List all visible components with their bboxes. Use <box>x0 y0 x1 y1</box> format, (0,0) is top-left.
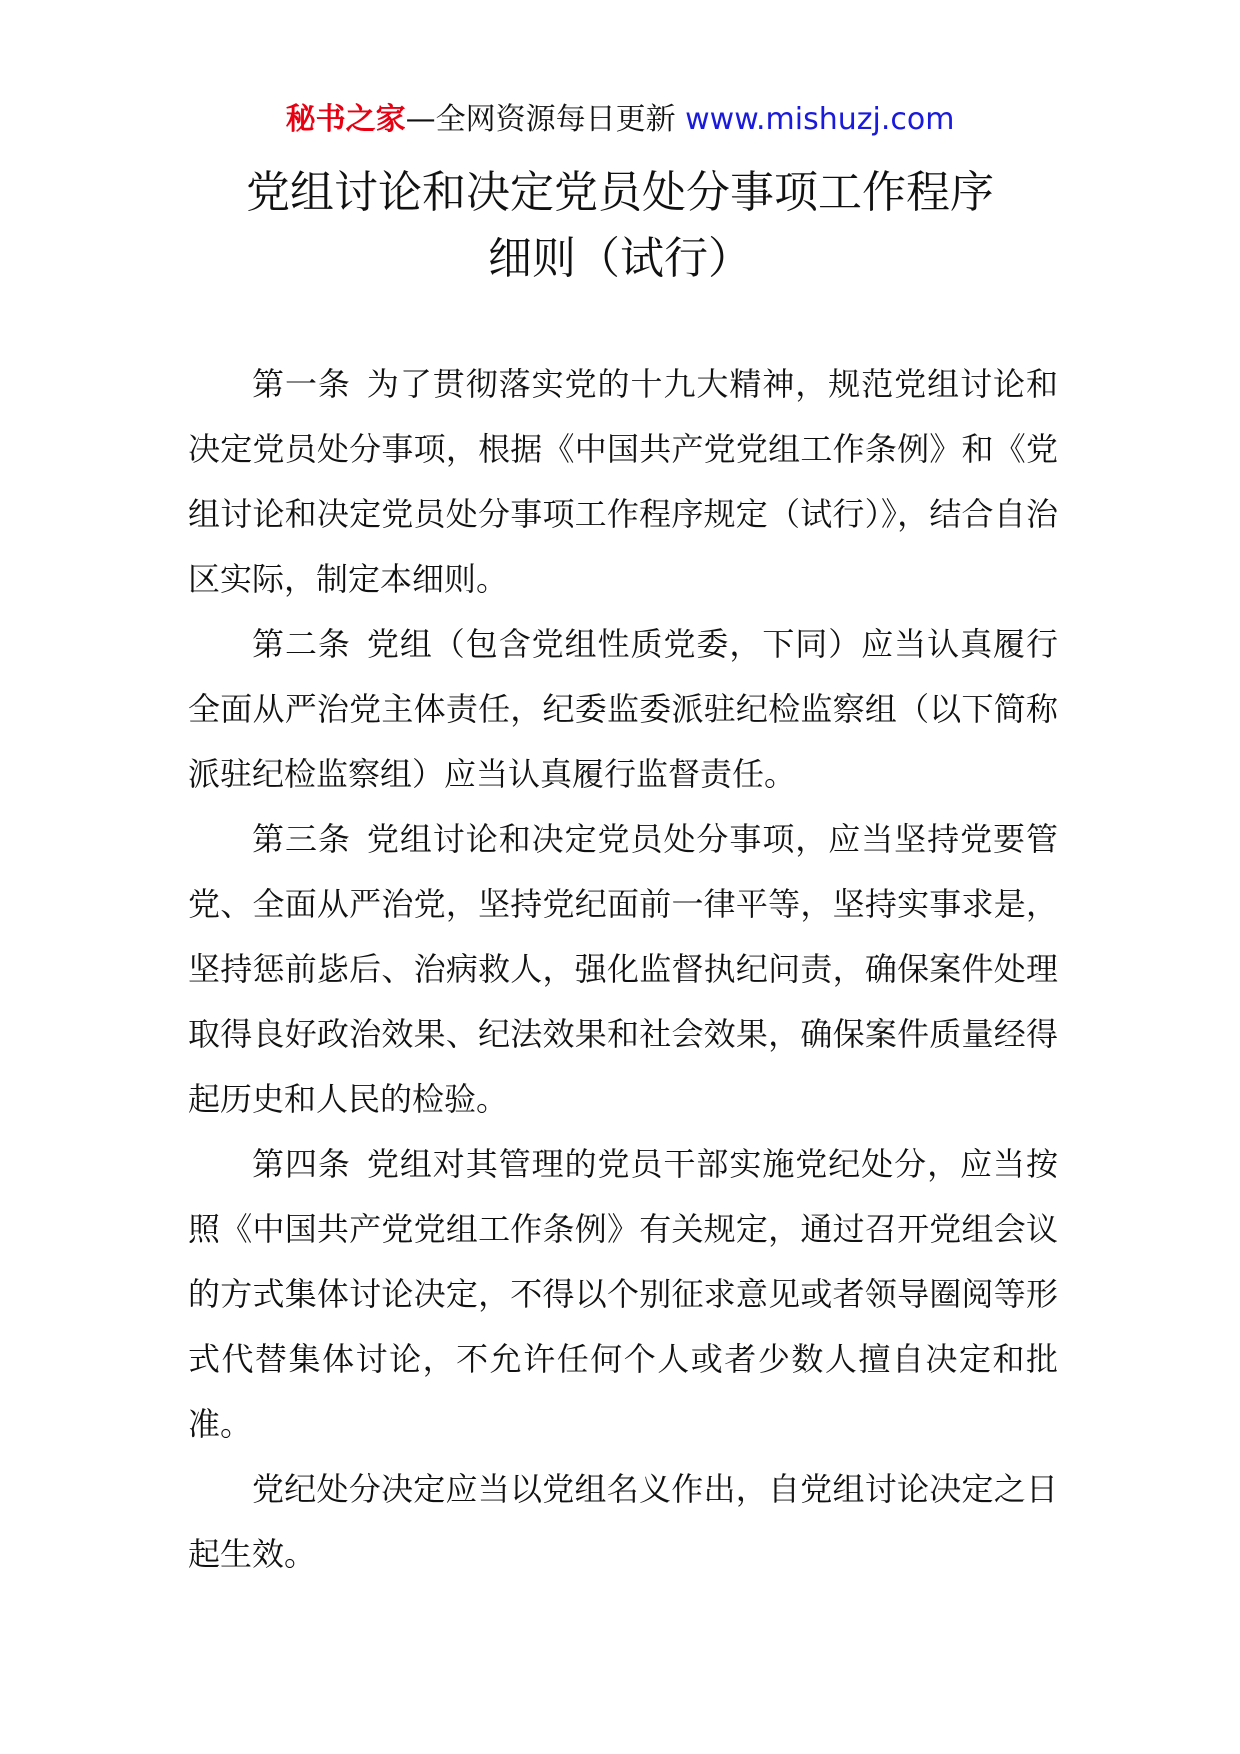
paragraph-text: 党纪处分决定应当以党组名义作出，自党组讨论决定之日起生效。 <box>188 1470 1058 1573</box>
document-body <box>188 352 1058 1587</box>
article-label: 第二条 <box>252 625 351 663</box>
article-3 <box>188 807 1058 1132</box>
title-line-2: 细则（试行） <box>488 233 752 284</box>
article-1 <box>188 352 1058 612</box>
title-line-1: 党组讨论和决定党员处分事项工作程序 <box>246 167 994 218</box>
article-label: 第三条 <box>252 820 351 858</box>
article-text: 党组讨论和决定党员处分事项，应当坚持党要管党、全面从严治党，坚持党纪面前一律平等，坚持实事求是，坚持惩前毖后、治病救人，强化监督执纪问责，确保案件处理取得良好政治效果、纪法效果和社会效果，确保案件质量经得起历史和人民的检验。 <box>188 820 1058 1118</box>
document-title <box>0 160 1240 292</box>
site-header <box>0 100 1240 140</box>
site-tagline: —全网资源每日更新 <box>405 102 676 137</box>
site-url-link[interactable]: www.mishuzj.com <box>685 102 955 137</box>
article-4 <box>188 1132 1058 1457</box>
article-text: 为了贯彻落实党的十九大精神，规范党组讨论和决定党员处分事项，根据《中国共产党党组工作条例》和《党组讨论和决定党员处分事项工作程序规定（试行）》，结合自治区实际，制定本细则。 <box>188 365 1058 598</box>
article-text: 党组（包含党组性质党委，下同）应当认真履行全面从严治党主体责任，纪委监委派驻纪检监察组（以下简称派驻纪检监察组）应当认真履行监督责任。 <box>188 625 1058 793</box>
article-2 <box>188 612 1058 807</box>
article-label: 第四条 <box>252 1145 351 1183</box>
article-text: 党组对其管理的党员干部实施党纪处分，应当按照《中国共产党党组工作条例》有关规定，通过召开党组会议的方式集体讨论决定，不得以个别征求意见或者领导圈阅等形式代替集体讨论，不允许任何个人或者少数人擅自决定和批准。 <box>188 1145 1058 1443</box>
site-brand: 秘书之家 <box>285 102 406 137</box>
article-label: 第一条 <box>252 365 351 403</box>
article-4-paragraph-2 <box>188 1457 1058 1587</box>
